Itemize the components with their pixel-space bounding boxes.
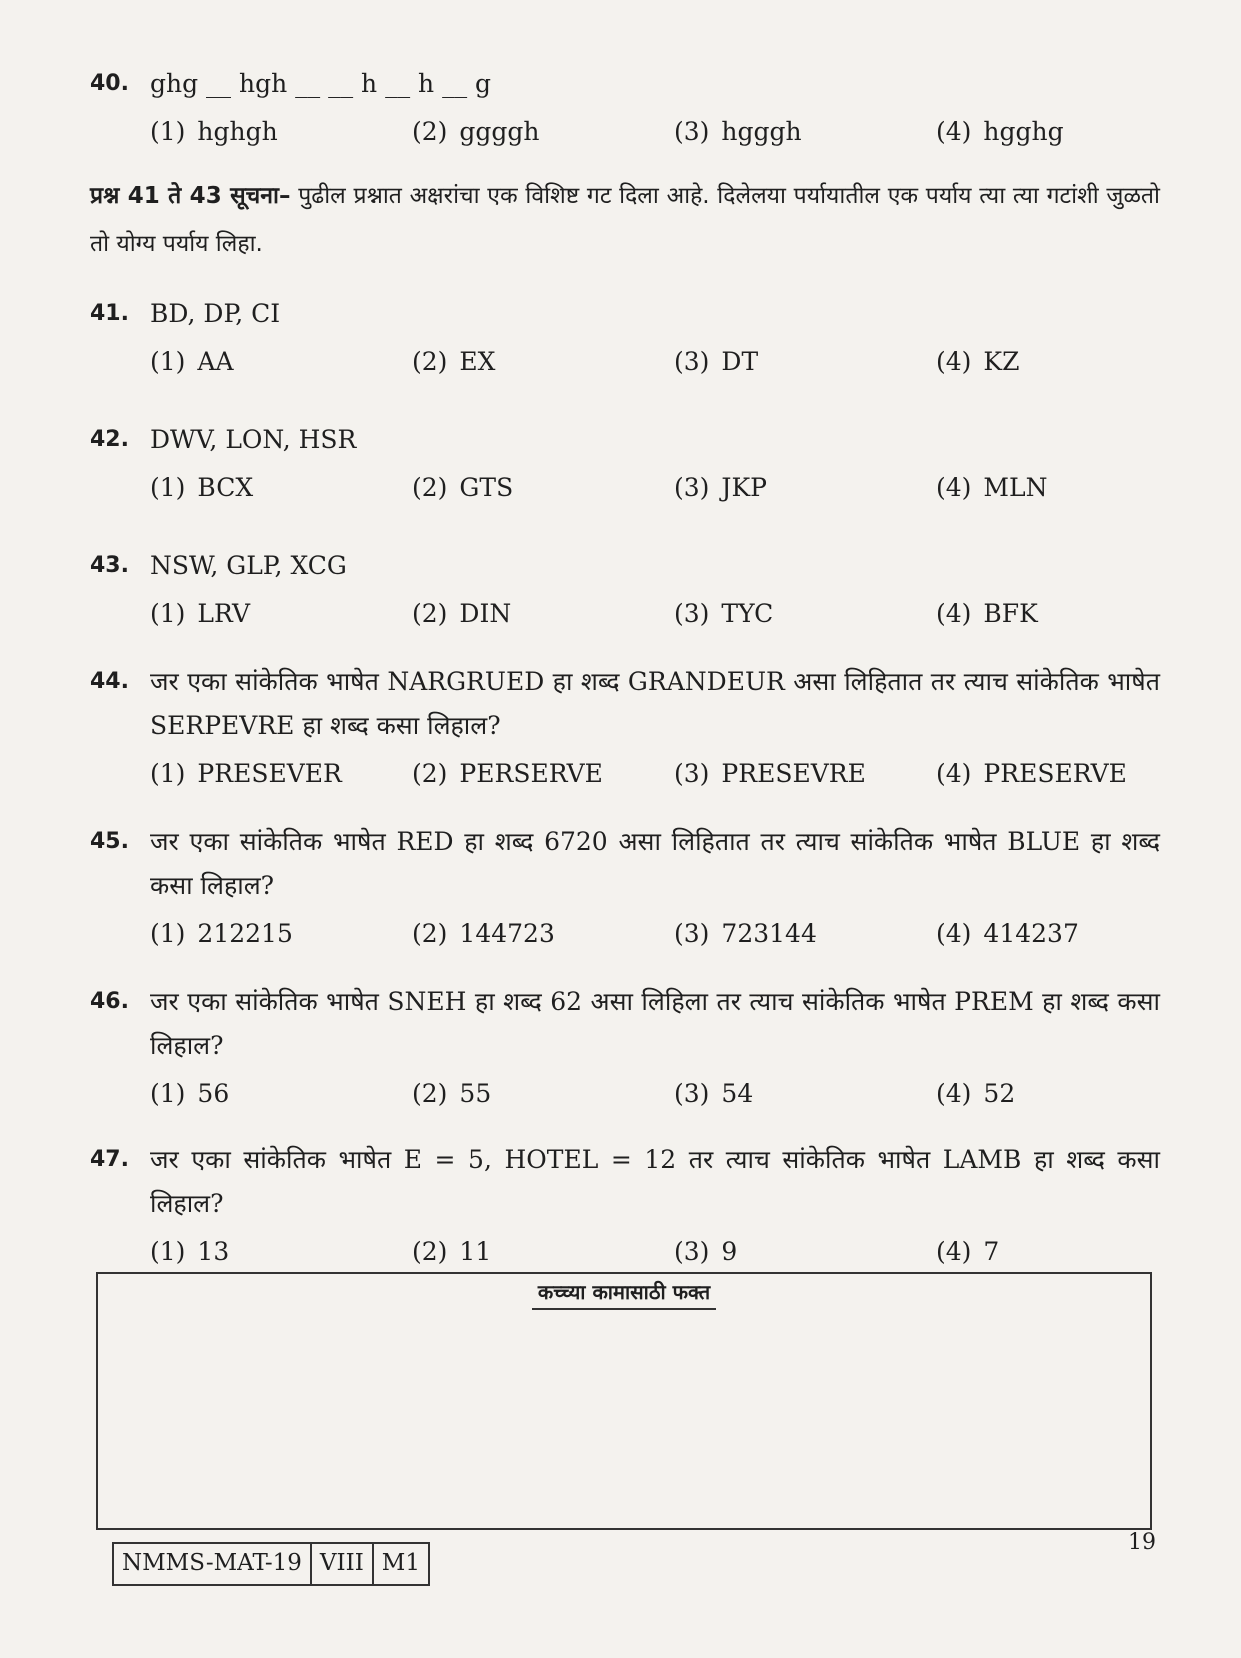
option-1[interactable]: (1) 13	[150, 1237, 230, 1266]
option-3[interactable]: (3) JKP	[674, 473, 767, 502]
option-1[interactable]: (1) PRESEVER	[150, 759, 342, 788]
option-2[interactable]: (2) DIN	[412, 599, 512, 628]
option-1[interactable]: (1) AA	[150, 347, 234, 376]
options	[150, 914, 1160, 954]
question-42	[90, 418, 1160, 508]
option-2[interactable]: (2) 55	[412, 1079, 492, 1108]
option-4[interactable]: (4) KZ	[936, 347, 1020, 376]
option-4[interactable]: (4) BFK	[936, 599, 1038, 628]
question-number: 45.	[90, 829, 129, 854]
option-1[interactable]: (1) hghgh	[150, 117, 278, 146]
question-text: जर एका सांकेतिक भाषेत RED हा शब्द 6720 असा लिहितात तर त्याच सांकेतिक भाषेत BLUE हा शब्द कसा लिहाल?	[150, 827, 1160, 900]
options	[150, 594, 1160, 634]
options	[150, 754, 1160, 794]
option-3[interactable]: (3) 54	[674, 1079, 754, 1108]
option-3[interactable]: (3) hgggh	[674, 117, 802, 146]
option-1[interactable]: (1) 56	[150, 1079, 230, 1108]
question-number: 42.	[90, 427, 129, 452]
question-text: ghg __ hgh __ __ h __ h __ g	[150, 69, 492, 98]
options	[150, 468, 1160, 508]
instruction-text: पुढील प्रश्नात अक्षरांचा एक विशिष्ट गट दिला आहे. दिलेलया पर्यायातील एक पर्याय त्या त्या गटांशी जुळतो तो योग्य पर्याय लिहा.	[90, 183, 1160, 257]
footer-code-box	[112, 1542, 430, 1586]
instruction-heading: प्रश्न 41 ते 43 सूचना–	[90, 183, 291, 209]
question-text: BD, DP, CI	[150, 299, 281, 328]
question-44	[90, 660, 1160, 794]
question-number: 41.	[90, 301, 129, 326]
rough-work-box	[96, 1272, 1152, 1530]
option-4[interactable]: (4) PRESERVE	[936, 759, 1127, 788]
option-2[interactable]: (2) 11	[412, 1237, 492, 1266]
option-2[interactable]: (2) 144723	[412, 919, 555, 948]
footer-paper-code: NMMS-MAT-19	[114, 1544, 312, 1584]
question-41	[90, 292, 1160, 382]
option-4[interactable]: (4) hgghg	[936, 117, 1064, 146]
question-45	[90, 820, 1160, 954]
question-46	[90, 980, 1160, 1114]
instruction	[90, 172, 1160, 268]
question-text: NSW, GLP, XCG	[150, 551, 347, 580]
option-2[interactable]: (2) ggggh	[412, 117, 540, 146]
question-43	[90, 544, 1160, 634]
question-text: जर एका सांकेतिक भाषेत NARGRUED हा शब्द GRANDEUR असा लिहितात तर त्याच सांकेतिक भाषेत SERPEVRE हा शब्द कसा लिहाल?	[150, 667, 1160, 740]
options	[150, 1232, 1160, 1272]
option-4[interactable]: (4) 7	[936, 1237, 1000, 1266]
footer-medium: M1	[381, 1550, 420, 1576]
option-1[interactable]: (1) BCX	[150, 473, 254, 502]
question-40	[90, 62, 1160, 152]
rough-work-title: कच्च्या कामासाठी फक्त	[532, 1280, 716, 1310]
footer-class: VIII	[312, 1544, 374, 1584]
option-1[interactable]: (1) 212215	[150, 919, 293, 948]
question-number: 40.	[90, 71, 129, 96]
options	[150, 342, 1160, 382]
question-text: DWV, LON, HSR	[150, 425, 357, 454]
question-47	[90, 1138, 1160, 1272]
option-3[interactable]: (3) DT	[674, 347, 759, 376]
question-number: 44.	[90, 669, 129, 694]
question-text: जर एका सांकेतिक भाषेत SNEH हा शब्द 62 असा लिहिला तर त्याच सांकेतिक भाषेत PREM हा शब्द कसा लिहाल?	[150, 987, 1160, 1060]
question-number: 47.	[90, 1147, 129, 1172]
option-4[interactable]: (4) MLN	[936, 473, 1048, 502]
option-2[interactable]: (2) EX	[412, 347, 496, 376]
option-2[interactable]: (2) GTS	[412, 473, 514, 502]
option-4[interactable]: (4) 52	[936, 1079, 1016, 1108]
option-1[interactable]: (1) LRV	[150, 599, 251, 628]
options	[150, 1074, 1160, 1114]
options	[150, 112, 1160, 152]
option-3[interactable]: (3) 723144	[674, 919, 817, 948]
option-3[interactable]: (3) 9	[674, 1237, 738, 1266]
page-number: 19	[1128, 1530, 1156, 1555]
question-number: 46.	[90, 989, 129, 1014]
question-text: जर एका सांकेतिक भाषेत E = 5, HOTEL = 12 तर त्याच सांकेतिक भाषेत LAMB हा शब्द कसा लिहाल?	[150, 1145, 1160, 1218]
option-3[interactable]: (3) TYC	[674, 599, 774, 628]
option-2[interactable]: (2) PERSERVE	[412, 759, 603, 788]
question-number: 43.	[90, 553, 129, 578]
option-4[interactable]: (4) 414237	[936, 919, 1079, 948]
option-3[interactable]: (3) PRESEVRE	[674, 759, 866, 788]
